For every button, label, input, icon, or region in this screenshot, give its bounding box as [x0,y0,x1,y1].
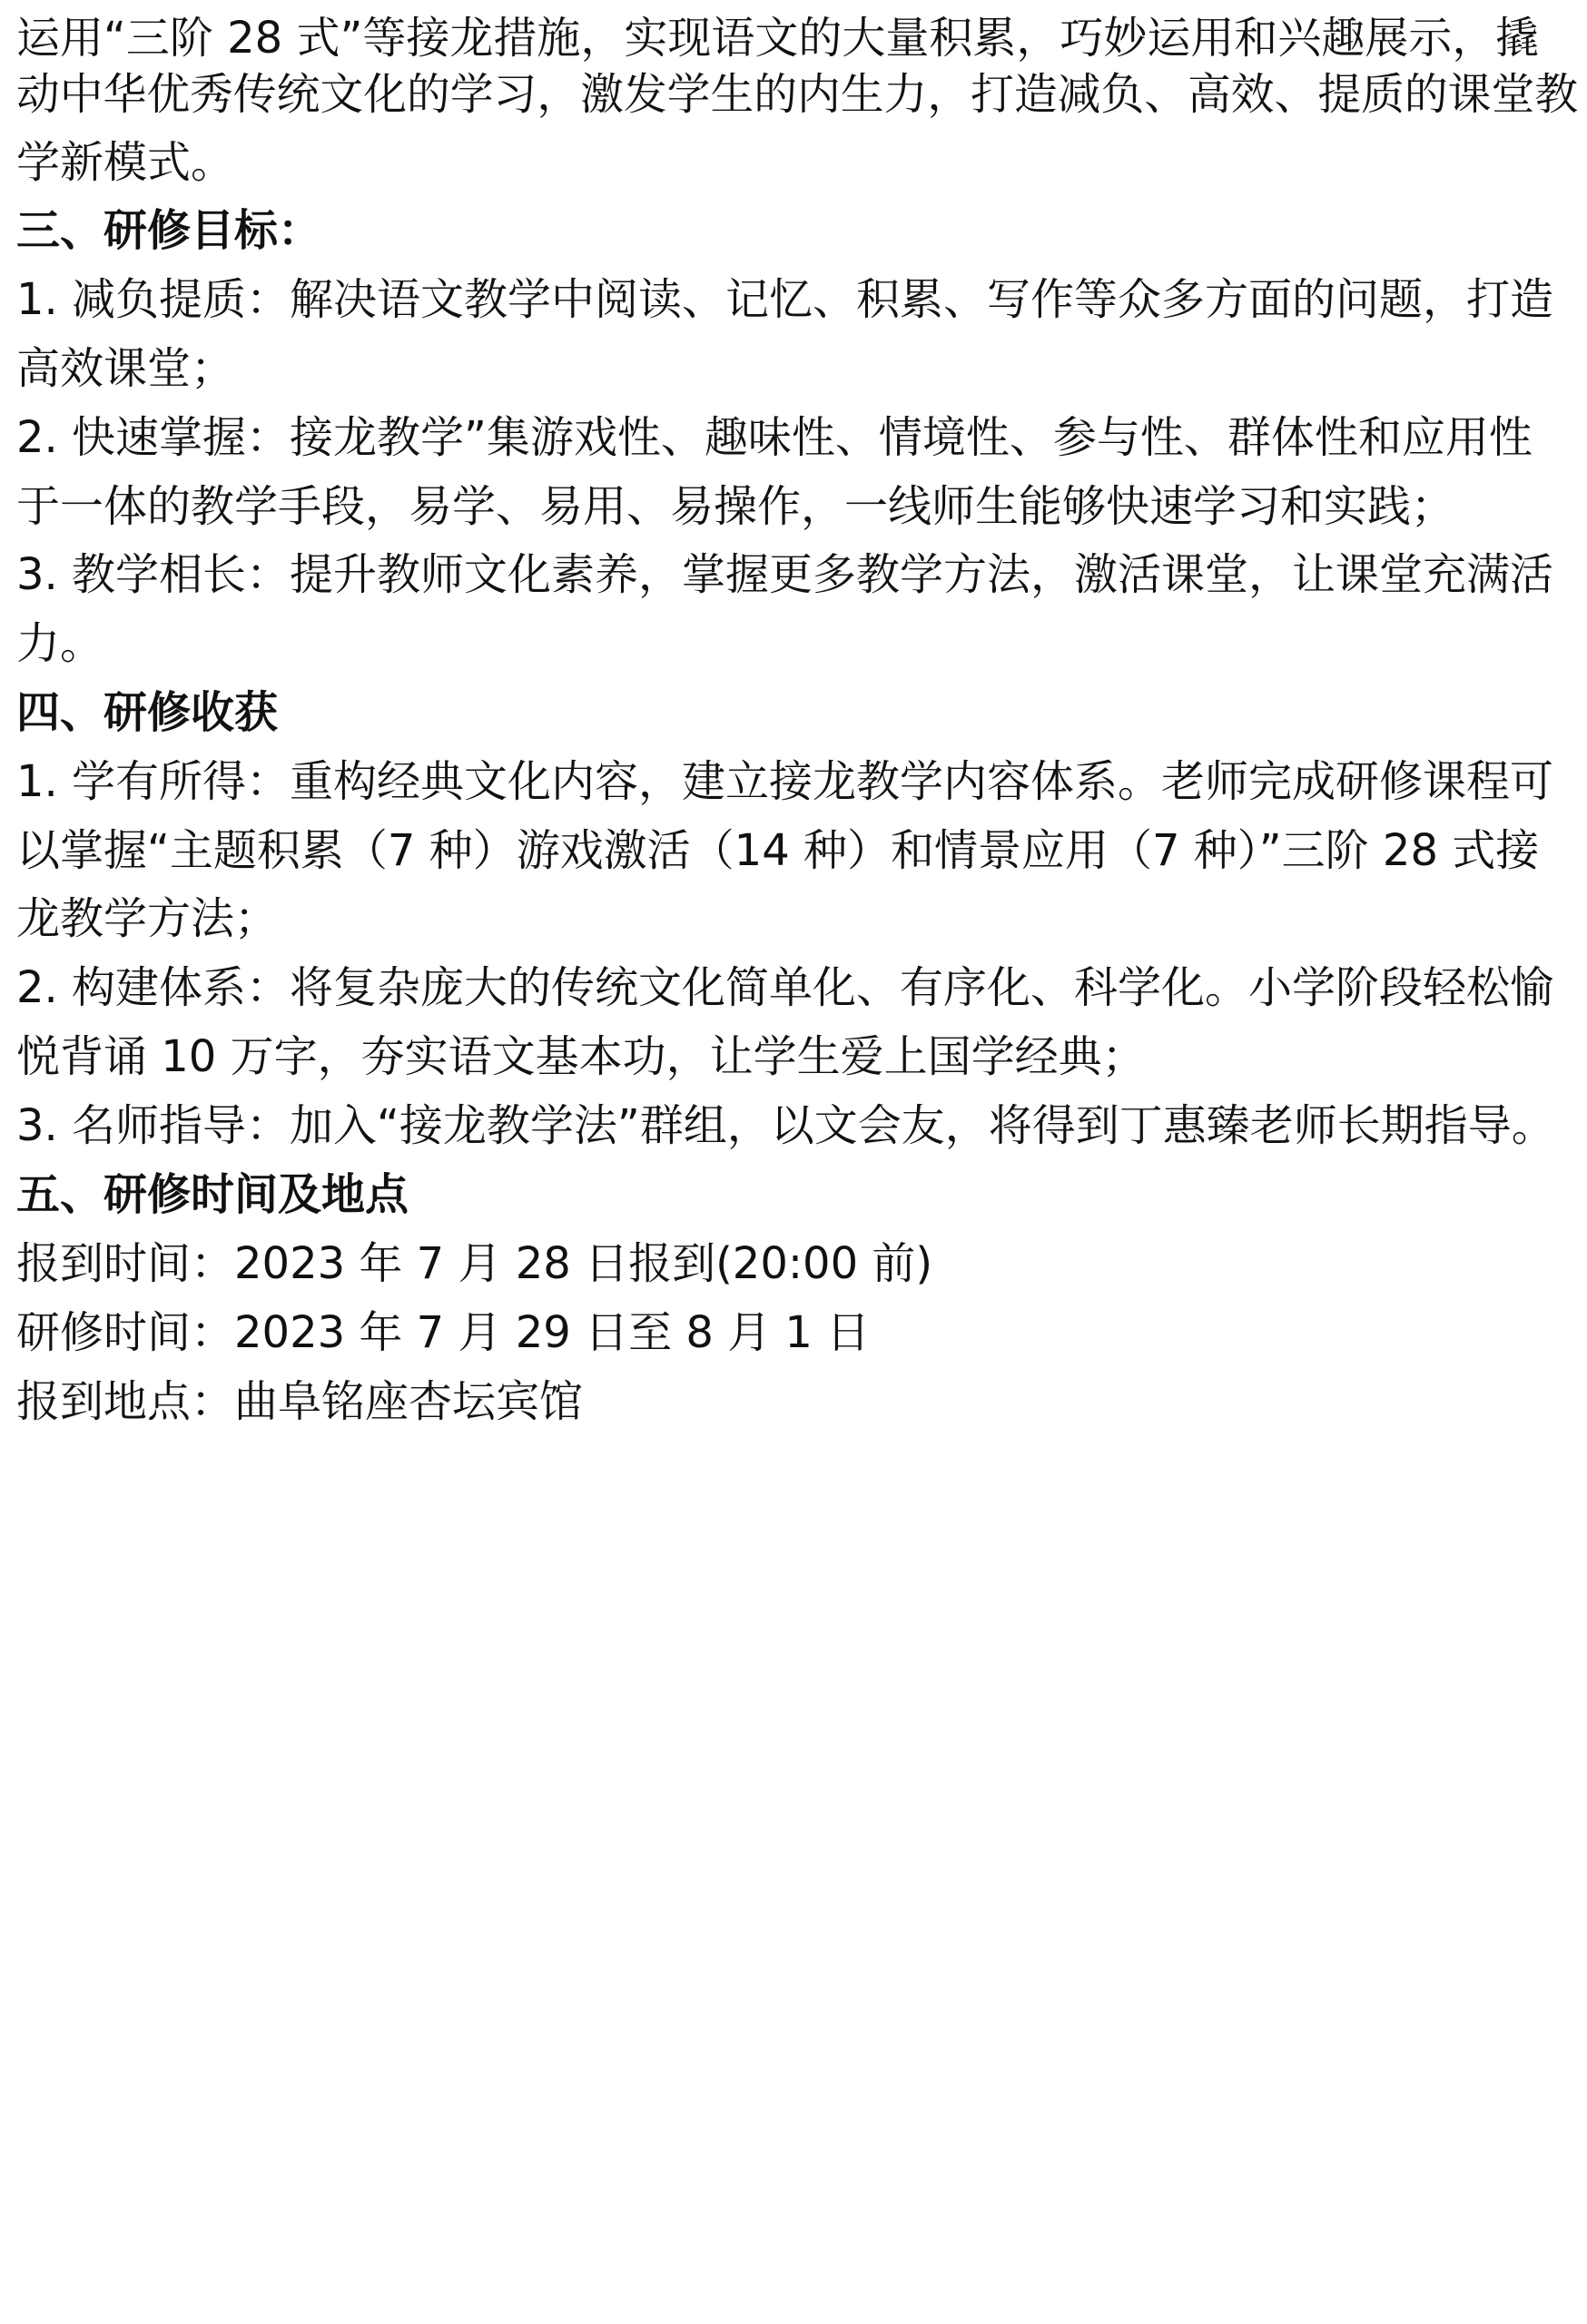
body-text-line: 2. 构建体系：将复杂庞大的传统文化简单化、有序化、科学化。小学阶段轻松愉 [16,962,1554,1013]
body-text-line: 动中华优秀传统文化的学习，激发学生的内生力，打造减负、高效、提质的课堂教 [16,69,1579,120]
registration-location: 报到地点：曲阜铭座杏坛宾馆 [16,1376,584,1427]
body-text-line: 力。 [16,618,104,669]
body-text-line: 运用“三阶 28 式”等接龙措施，实现语文的大量积累，巧妙运用和兴趣展示，撬 [16,13,1540,64]
section-heading-3: 三、研修目标： [16,205,322,256]
registration-time: 报到时间：2023 年 7 月 28 日报到(20:00 前) [16,1238,933,1289]
body-text-line: 龙教学方法； [16,893,279,944]
section-heading-4: 四、研修收获 [16,687,279,738]
body-text-line: 3. 名师指导：加入“接龙教学法”群组，以文会友，将得到丁惠臻老师长期指导。 [16,1100,1555,1151]
body-text-line: 以掌握“主题积累（7 种）游戏激活（14 种）和情景应用（7 种）”三阶 28 式接 [16,825,1540,876]
section-heading-5: 五、研修时间及地点 [16,1169,409,1220]
body-text-line: 3. 教学相长：提升教师文化素养，掌握更多教学方法，激活课堂，让课堂充满活 [16,549,1554,600]
body-text-line: 1. 学有所得：重构经典文化内容，建立接龙教学内容体系。老师完成研修课程可 [16,756,1554,807]
body-text-line: 学新模式。 [16,137,235,188]
body-text-line: 于一体的教学手段，易学、易用、易操作，一线师生能够快速学习和实践； [16,481,1455,532]
body-text-line: 高效课堂； [16,343,235,394]
body-text-line: 2. 快速掌握：接龙教学”集游戏性、趣味性、情境性、参与性、群体性和应用性 [16,412,1533,463]
body-text-line: 1. 减负提质：解决语文教学中阅读、记忆、积累、写作等众多方面的问题，打造 [16,274,1554,325]
body-text-line: 悦背诵 10 万字，夯实语文基本功，让学生爱上国学经典； [16,1031,1146,1082]
training-time: 研修时间：2023 年 7 月 29 日至 8 月 1 日 [16,1307,871,1358]
